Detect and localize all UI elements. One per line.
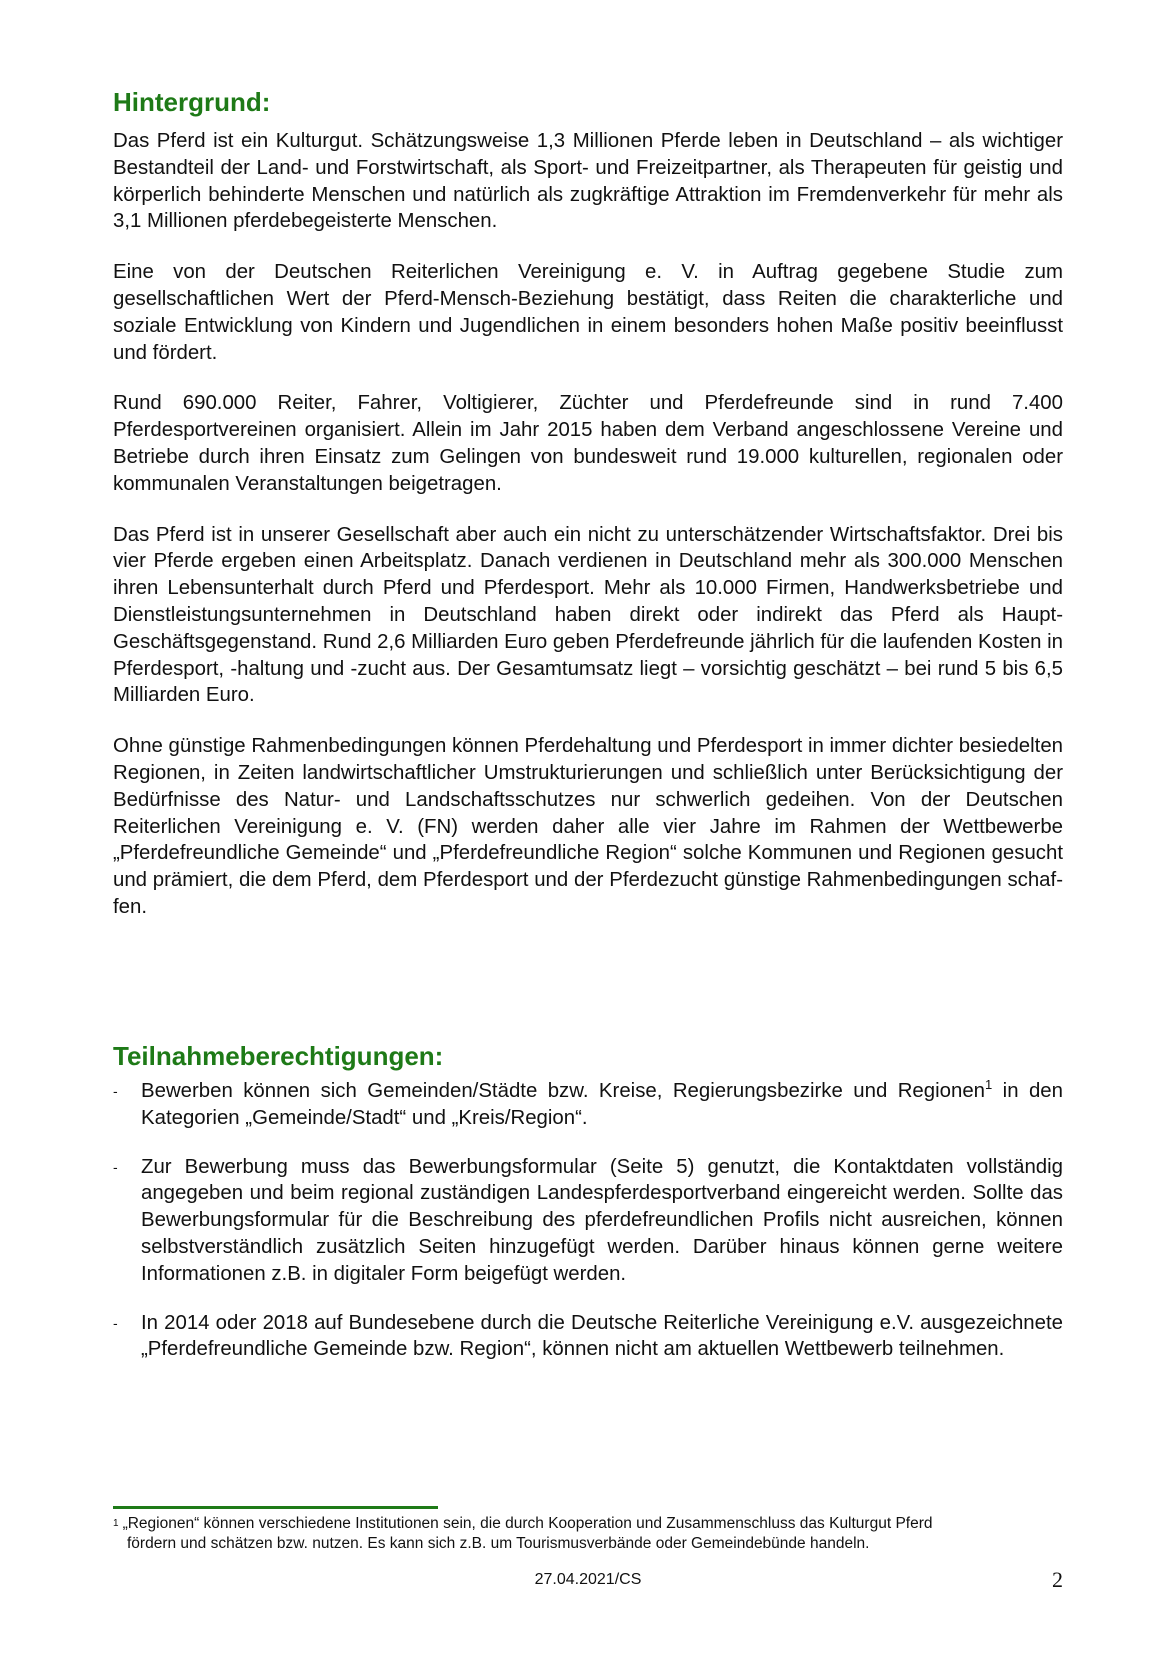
list-item-text: Bewerben können sich Gemeinden/Städte bzw. Kreise, Regierungsbezirke und Regionen	[141, 1080, 986, 1102]
footnote-line: „Regionen“ können verschiedene Institutionen sein, die durch Kooperation und Zusammenschluss das Kulturgut Pferd	[122, 1515, 933, 1532]
heading-hintergrund: Hintergrund:	[113, 87, 271, 117]
footnote-line: fördern und schätzen bzw. nutzen. Es kann sich z.B. um Tourismusverbände oder Gemeindebünde handeln.	[127, 1535, 870, 1552]
footnote	[113, 1514, 1063, 1554]
list-item	[113, 1310, 1063, 1364]
list-item	[113, 1078, 1063, 1132]
footer-date: 27.04.2021/CS	[534, 1571, 642, 1588]
paragraph: Eine von der Deutschen Reiterlichen Vereinigung e. V. in Auftrag gegebene Studie zum gesellschaftlichen Wert der Pferd-Mensch-Beziehung bestätigt, dass Reiten die charakterliche und soziale Entwicklung von Kindern und Jugendlichen in einem besonders hohen Maße positiv beeinflusst und fördert.	[113, 261, 1063, 364]
section-hintergrund	[113, 128, 1063, 945]
footnote-ref: 1	[985, 1077, 993, 1093]
document-page	[113, 0, 1063, 1654]
bullet-dash: -	[113, 1083, 118, 1099]
list-item	[113, 1154, 1063, 1288]
page-number: 2	[1052, 1567, 1063, 1592]
footnote-mark: 1	[113, 1518, 119, 1529]
list-item-text: in den Kategorien „Gemeinde/Stadt“ und „Kreis/Region“.	[141, 1080, 1063, 1129]
paragraph: Rund 690.000 Reiter, Fahrer, Voltigierer, Züchter und Pferdefreunde sind in rund 7.400 Pferdesportvereinen organisiert. Allein im Jahr 2015 haben dem Verband angeschlossene Vereine und Betriebe durch ihren Einsatz zum Gelingen von bundesweit rund 19.000 kulturellen, regionalen oder kommunalen Veranstaltungen beigetragen.	[113, 392, 1063, 495]
paragraph: Das Pferd ist ein Kulturgut. Schätzungsweise 1,3 Millionen Pferde leben in Deutschland – als wichtiger Bestandteil der Land- und Forstwirtschaft, als Sport- und Freizeitpartner, als Therapeuten für geistig und körperlich behinderte Menschen und natürlich als zugkräftige Attraktion im Fremdenverkehr für mehr als 3,1 Millionen pferdebegeisterte Menschen.	[113, 130, 1063, 233]
list-item-text: Zur Bewerbung muss das Bewerbungsformular (Seite 5) genutzt, die Kontaktdaten vollständig angegeben und beim regional zuständigen Landespferdesportverband eingereicht werden. Sollte das Bewerbungsformular für die Beschreibung des pferdefreundlichen Profils nicht ausreichen, können selbstverständlich zusätzlich Seiten hinzugefügt werden. Darüber hinaus können gerne weitere Informationen z.B. in digitaler Form beigefügt werden.	[141, 1155, 1063, 1285]
paragraph: Ohne günstige Rahmenbedingungen können Pferdehaltung und Pferdesport in immer dichter besiedelten Regionen, in Zeiten landwirtschaftlicher Umstrukturierungen und schließlich unter Berücksichtigung der Bedürfnisse des Natur- und Landschaftsschutzes nur schwerlich gedeihen. Von der Deutschen Reiterlichen Vereinigung e. V. (FN) werden daher alle vier Jahre im Rahmen der Wettbewerbe „Pferdefreundliche Gemeinde“ und „Pferdefreundliche Region“ solche Kommunen und Regionen gesucht und prämiert, die dem Pferd, dem Pferdesport und der Pferdezucht günstige Rahmenbedingungen schaffen.	[113, 735, 1063, 918]
bullet-dash: -	[113, 1158, 118, 1175]
footnote-divider	[113, 1506, 438, 1509]
paragraph: Das Pferd ist in unserer Gesellschaft aber auch ein nicht zu unterschätzender Wirtschaftsfaktor. Drei bis vier Pferde ergeben einen Arbeitsplatz. Danach verdienen in Deutschland mehr als 300.000 Menschen ihren Lebensunterhalt durch Pferd und Pferdesport. Mehr als 10.000 Firmen, Handwerksbetriebe und Dienstleistungsunternehmen in Deutschland haben direkt oder indirekt das Pferd als Haupt-Geschäftsgegenstand. Rund 2,6 Milliarden Euro geben Pferdefreunde jährlich für die laufenden Kosten in Pferdesport, -haltung und -zucht aus. Der Gesamtumsatz liegt – vorsichtig geschätzt – bei rund 5 bis 6,5 Milliarden Euro.	[113, 523, 1063, 707]
heading-teilnahmeberechtigungen: Teilnahmeberechtigungen:	[113, 1041, 444, 1071]
eligibility-list	[113, 1078, 1063, 1385]
bullet-dash: -	[113, 1314, 118, 1331]
list-item-text: In 2014 oder 2018 auf Bundesebene durch die Deutsche Reiterliche Vereinigung e.V. ausgezeichnete „Pferdefreundliche Gemeinde bzw. Region“, können nicht am aktuellen Wettbewerb teilnehmen.	[141, 1311, 1063, 1361]
